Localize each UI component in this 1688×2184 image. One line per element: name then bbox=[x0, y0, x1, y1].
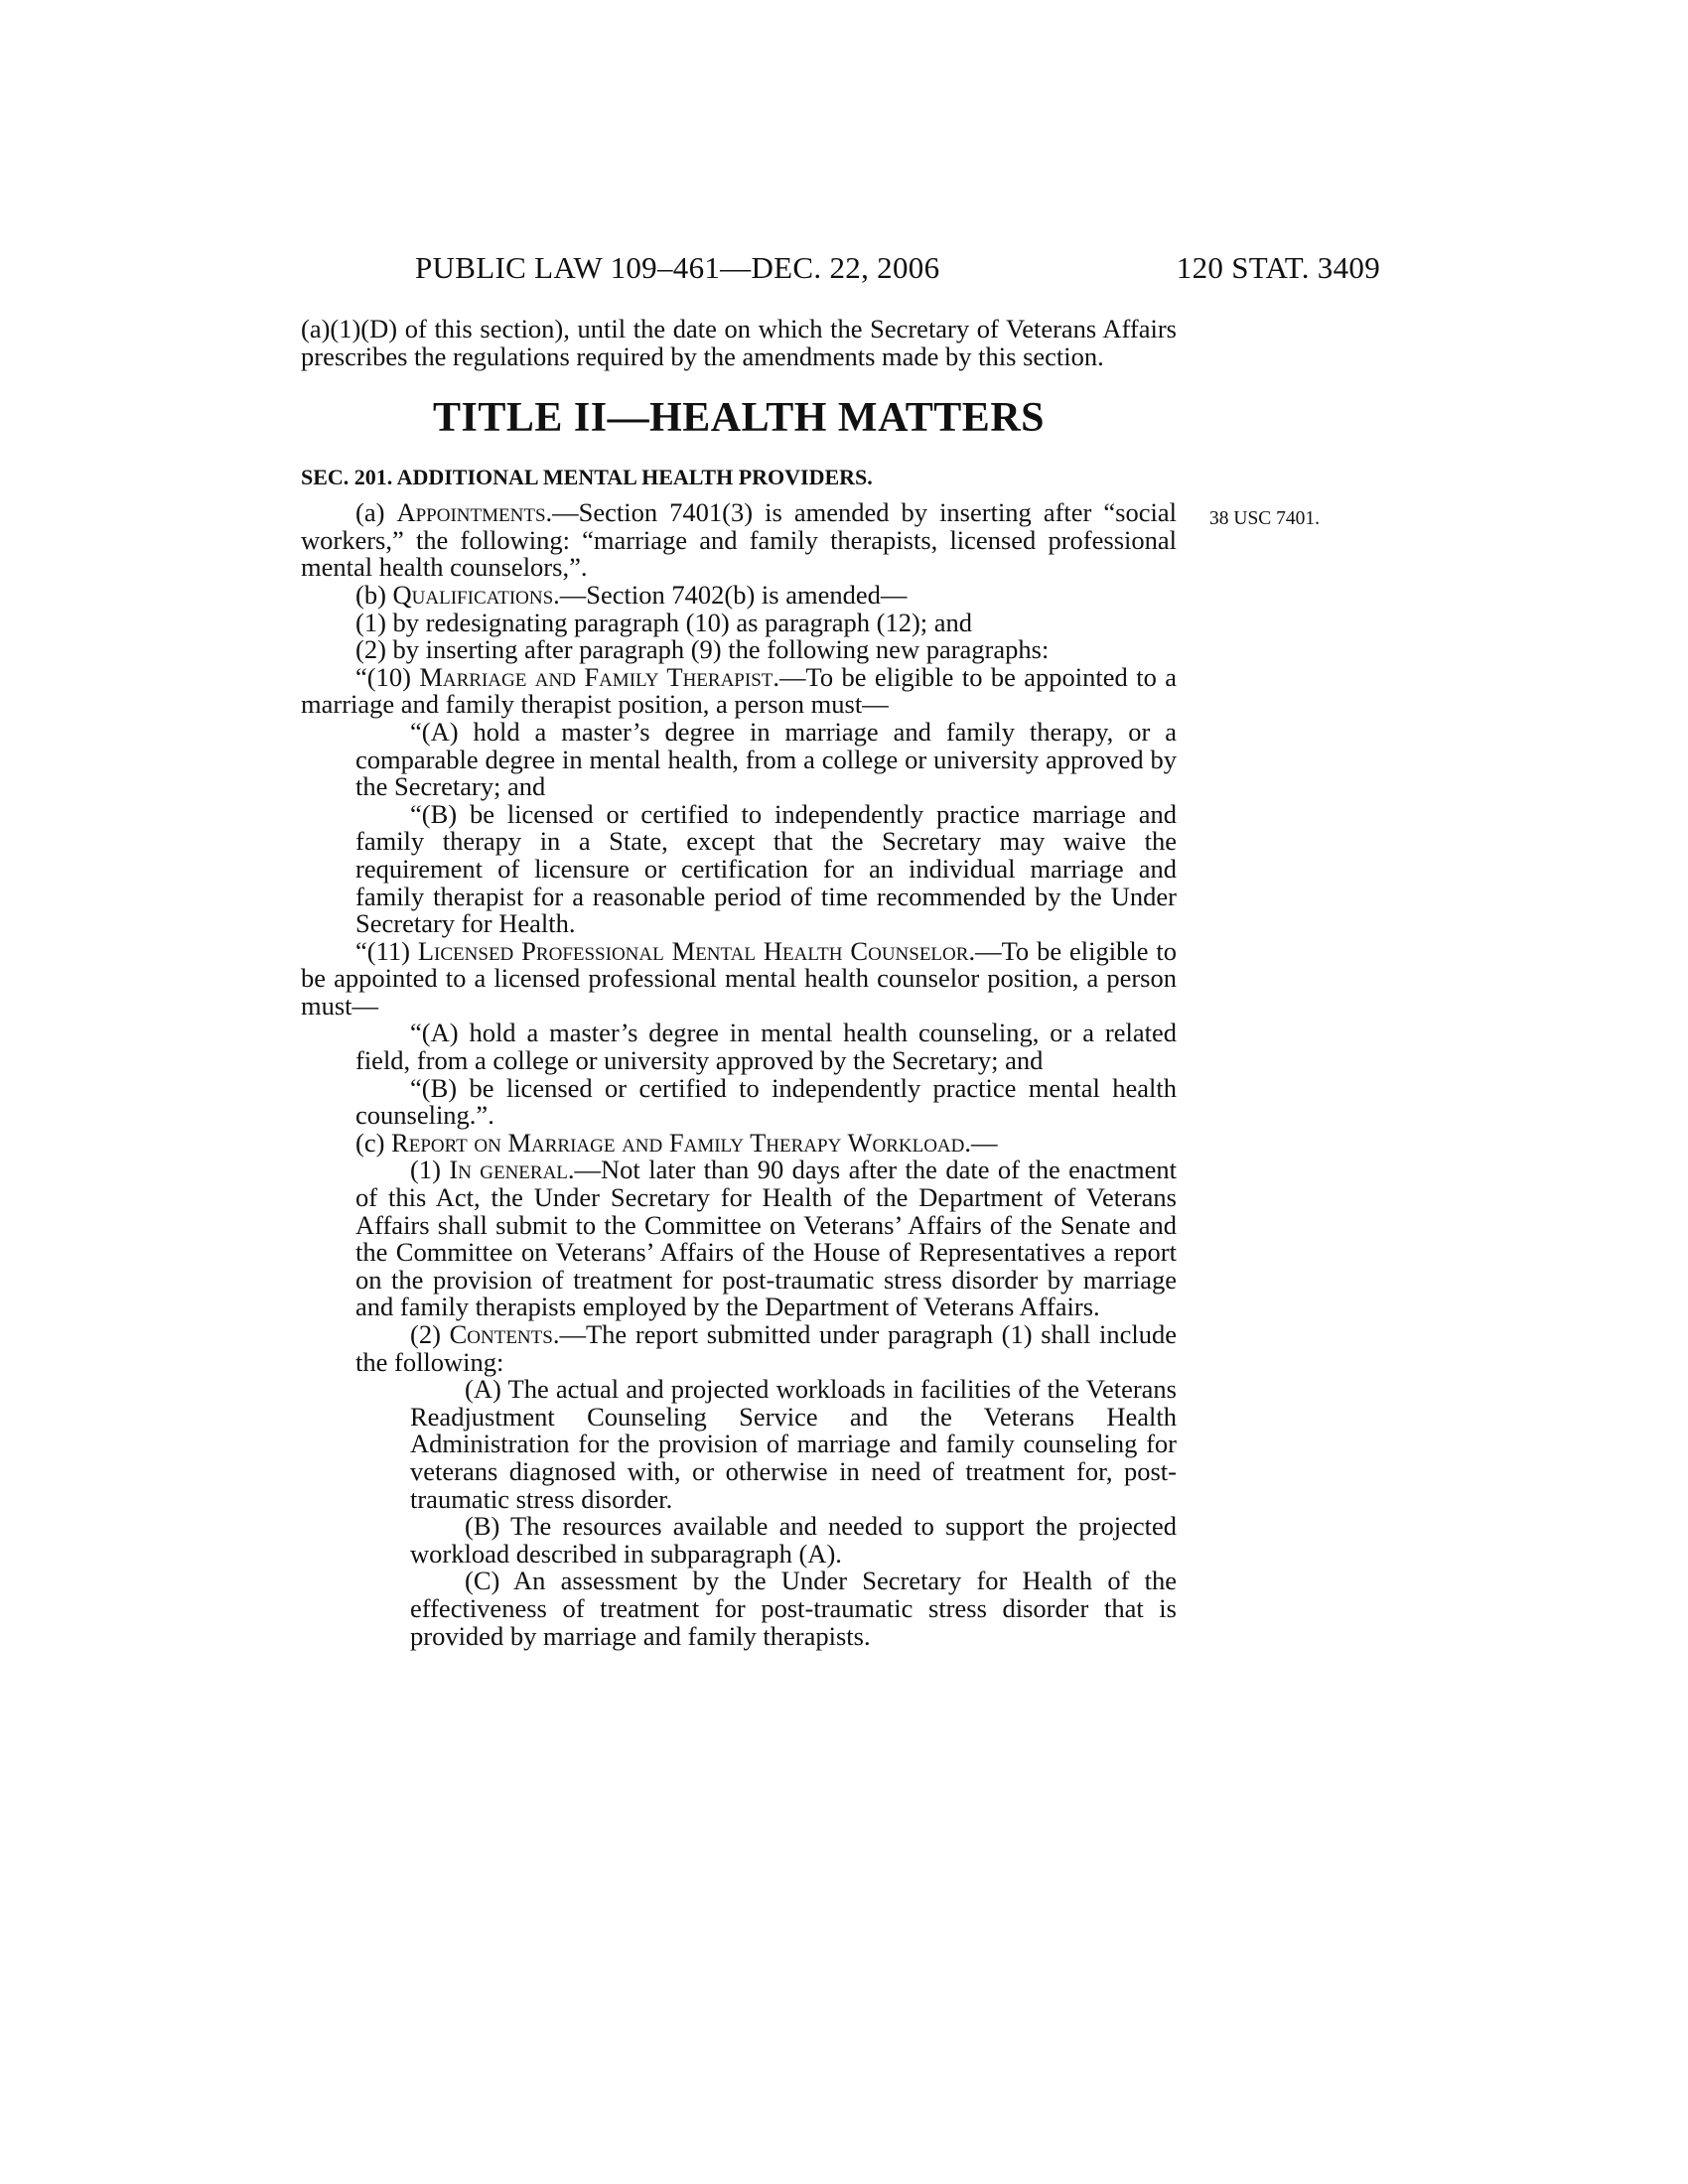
paragraph-10-B: “(B) be licensed or certified to independently practice marriage and family therapy in a State, except that the Secretary may waive the requirement of licensure or certification for an individual marriage and family therapist for a reasonable period of time recommended by the Under Secretary for Health. bbox=[355, 798, 1177, 939]
subsection-c-num: (c) bbox=[355, 1127, 392, 1158]
subsection-b-text: .—Section 7402(b) is amended— bbox=[553, 579, 908, 610]
paragraph-11-B: “(B) be licensed or certified to independently practice mental health counseling.”. bbox=[355, 1072, 1177, 1131]
subsection-c-heading: Report on Marriage and Family Therapy Workload bbox=[391, 1127, 965, 1158]
paragraph-11-text: .—To be eligible to be appointed to a licensed professional mental health counselor position, a person must— bbox=[301, 935, 1177, 1021]
paragraph-c1-num: (1) bbox=[410, 1155, 450, 1185]
paragraph-b2: (2) by inserting after paragraph (9) the following new paragraphs: bbox=[355, 634, 1050, 665]
subsection-b-num: (b) bbox=[355, 579, 393, 610]
subsection-a bbox=[301, 499, 1177, 582]
paragraph-c1-text: .—Not later than 90 days after the date of the enactment of this Act, the Under Secretary for Health of the Department of Veterans Affairs shall submit to the Committee on Veterans’ Affairs of the Senate and the Committee on Veterans’ Affairs of the House of Representatives a report on the provision of treatment for post-traumatic stress disorder by marriage and family therapists employed by the Department of Veterans Affairs. bbox=[355, 1155, 1178, 1322]
paragraph-c2-heading: Contents bbox=[449, 1319, 553, 1349]
subsection-a-num: (a) bbox=[355, 497, 397, 528]
subsection-b-heading: Qualifications bbox=[392, 579, 554, 610]
paragraph-c2 bbox=[301, 1321, 1177, 1376]
page-header-title: PUBLIC LAW 109–461—DEC. 22, 2006 bbox=[415, 250, 940, 285]
running-head bbox=[298, 250, 1380, 290]
subsection-a-text: .—Section 7401(3) is amended by inserting after “social workers,” the following: “marriage and family therapists, licensed professional mental health counselors,”. bbox=[301, 497, 1177, 583]
subsection-a-heading: Appointments bbox=[396, 497, 546, 528]
paragraph-10-heading: Marriage and Family Therapist bbox=[419, 661, 774, 692]
subsection-b bbox=[301, 579, 1177, 610]
paragraph-c2-num: (2) bbox=[410, 1319, 450, 1349]
margin-note: 38 USC 7401. bbox=[1209, 508, 1321, 529]
paragraph-11-A: “(A) hold a master’s degree in mental health counseling, or a related field, from a college or university approved by the Secretary; and bbox=[355, 1018, 1177, 1076]
new-paragraph-11 bbox=[301, 935, 1177, 1021]
subsection-c-text: .— bbox=[964, 1127, 998, 1158]
paragraph-11-heading: Licensed Professional Mental Health Counselor bbox=[417, 935, 969, 966]
paragraph-c2-C: (C) An assessment by the Under Secretary for Health of the effectiveness of treatment for post-traumatic stress disorder that is provided by marriage and family therapists. bbox=[410, 1566, 1177, 1651]
new-paragraph-10 bbox=[301, 661, 1177, 720]
paragraph-b1: (1) by redesignating paragraph (10) as paragraph (12); and bbox=[355, 607, 973, 637]
body-text bbox=[301, 316, 1177, 1650]
paragraph-c2-B: (B) The resources available and needed to support the projected workload described in subparagraph (A). bbox=[410, 1511, 1177, 1569]
paragraph-c1-heading: In general bbox=[449, 1155, 568, 1185]
paragraph-c2-text: .—The report submitted under paragraph (1) shall include the following: bbox=[355, 1319, 1177, 1377]
title-heading: TITLE II—HEALTH MATTERS bbox=[432, 395, 1046, 442]
paragraph-10-num: “(10) bbox=[355, 661, 420, 692]
statute-citation: 120 STAT. 3409 bbox=[1176, 250, 1380, 285]
paragraph-11-num: “(11) bbox=[355, 935, 418, 966]
paragraph-c1 bbox=[301, 1157, 1177, 1321]
paragraph-10-text: .—To be eligible to be appointed to a marriage and family therapist position, a person must— bbox=[301, 661, 1177, 720]
paragraph-10-A: “(A) hold a master’s degree in marriage and family therapy, or a comparable degree in mental health, from a college or university approved by the Secretary; and bbox=[355, 716, 1177, 802]
subsection-c bbox=[301, 1127, 1177, 1158]
section-heading: SEC. 201. ADDITIONAL MENTAL HEALTH PROVIDERS. bbox=[301, 465, 873, 490]
paragraph-c2-A: (A) The actual and projected workloads in facilities of the Veterans Readjustment Counseling Service and the Veterans Health Administration for the provision of marriage and family counseling for veterans diagnosed with, or otherwise in need of treatment for, post-traumatic stress disorder. bbox=[410, 1374, 1177, 1514]
lead-paragraph: (a)(1)(D) of this section), until the date on which the Secretary of Veterans Affairs prescribes the regulations required by the amendments made by this section. bbox=[301, 314, 1177, 371]
